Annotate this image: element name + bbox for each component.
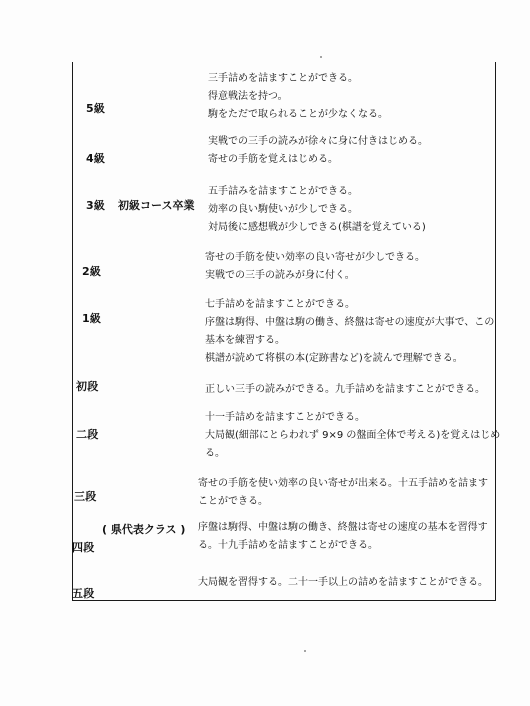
rank-description: [205, 296, 494, 368]
rank-label: 四段: [72, 541, 95, 554]
rank-label: 三段: [74, 490, 97, 503]
rank-label: 五段: [72, 587, 95, 600]
description-line: 得意戦法を持つ。: [208, 91, 288, 102]
description-line: 十一手詰めを詰ますことができる。: [205, 412, 365, 423]
rank-label: 初段: [76, 380, 99, 393]
rank-description: [205, 409, 500, 463]
description-line: 七手詰めを詰ますことができる。: [205, 299, 355, 310]
rank-description: [205, 249, 425, 285]
description-line: 実戦での三手の読みが徐々に身に付きはじめる。: [208, 136, 428, 147]
description-line: 効率の良い駒使いが少しできる。: [208, 204, 358, 215]
rank-note: ( 県代表クラス ): [102, 523, 186, 536]
rank-description: [198, 475, 488, 511]
description-line: 対局後に感想戦が少しできる(棋譜を覚えている): [208, 222, 426, 233]
description-line: 基本を練習する。: [205, 335, 285, 346]
description-line: 寄せの手筋を覚えはじめる。: [208, 154, 338, 165]
description-line: 寄せの手筋を使い効率の良い寄せが出来る。十五手詰めを詰ます: [198, 478, 488, 489]
description-line: ことができる。: [198, 496, 268, 507]
description-line: 序盤は駒得、中盤は駒の働き、終盤は寄せの速度の基本を習得す: [198, 522, 488, 533]
rank-label: 3級: [86, 199, 106, 212]
description-line: 駒をただで取られることが少なくなる。: [208, 109, 388, 120]
rank-label: 4級: [86, 152, 106, 165]
description-line: 実戦での三手の読みが身に付く。: [205, 270, 355, 281]
rank-label: 5級: [86, 102, 106, 115]
rank-label: 二段: [76, 428, 99, 441]
scan-speck: [320, 56, 322, 58]
description-line: 三手詰めを詰ますことができる。: [208, 73, 358, 84]
description-line: 棋譜が読めて将棋の本(定跡書など)を読んで理解できる。: [205, 353, 463, 364]
rank-note: 初級コース卒業: [118, 199, 195, 212]
description-line: 五手詰みを詰ますことができる。: [208, 186, 358, 197]
rank-label: 1級: [82, 312, 102, 325]
rank-description: [208, 133, 428, 169]
description-line: 正しい三手の読みができる。九手詰めを詰ますことができる。: [205, 384, 485, 395]
rank-description: [198, 519, 488, 555]
rank-label: 2級: [82, 265, 102, 278]
description-line: 大局観(細部にとらわれず 9×9 の盤面全体で考える)を覚えはじめ: [205, 430, 501, 441]
rank-description: [208, 70, 388, 124]
description-line: る。: [205, 448, 225, 459]
rank-description: [205, 381, 485, 399]
description-line: 大局観を習得する。二十一手以上の詰めを詰ますことができる。: [198, 577, 488, 588]
scan-speck: [304, 650, 306, 652]
rank-description: [208, 183, 426, 237]
description-line: る。十九手詰めを詰ますことができる。: [198, 540, 378, 551]
description-line: 寄せの手筋を使い効率の良い寄せが少しできる。: [205, 252, 425, 263]
description-line: 序盤は駒得、中盤は駒の働き、終盤は寄せの速度が大事で、この: [205, 317, 495, 328]
rank-description: [198, 574, 488, 592]
